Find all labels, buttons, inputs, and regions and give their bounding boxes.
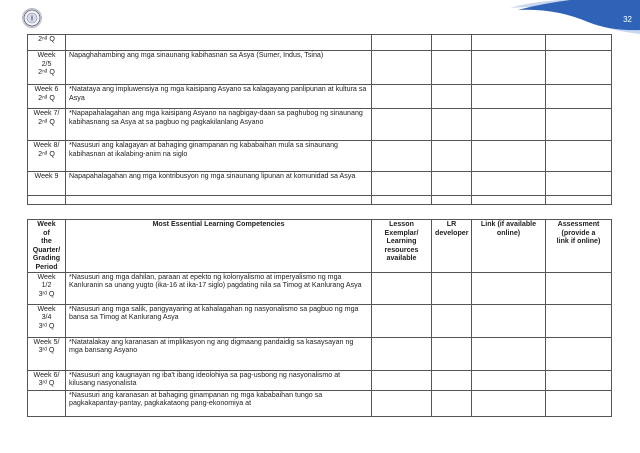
competency-cell [66,196,372,205]
week-label: 3/4 [41,313,52,322]
empty-cell [432,370,472,390]
empty-cell [546,109,612,141]
header-week-text: of [43,228,50,237]
week-label: 3ʳᵈ Q [38,289,55,298]
week-label: Week 8/ [33,141,60,149]
empty-cell [472,141,546,172]
week-label: Week [37,51,56,59]
competency-cell: Napapahalagahan ang mga kontribusyon ng mga sinaunang lipunan at komunidad sa Asya [66,172,372,196]
table-row [28,172,612,196]
empty-cell [546,196,612,205]
table-header-row [28,220,612,273]
week-cell [28,35,66,51]
header-exemplar-text: Lesson Exemplar/ [384,220,419,237]
empty-cell [546,172,612,196]
competencies-table-third-quarter [27,219,612,417]
table-row [28,109,612,141]
week-label: 2ⁿᵈ Q [38,117,55,126]
empty-cell [472,109,546,141]
week-label: Week 6/ [33,370,60,379]
corner-banner [510,0,640,34]
competency-cell: *Nasusuri ang mga salik, pangyayaring at kahalagahan ng nasyonalismo sa pagbuo ng mga bansa sa Timog at Kanlurang Asya [66,304,372,337]
competency-cell [66,35,372,51]
header-week-text: Period [35,262,58,271]
competency-cell: Napaghahambing ang mga sinaunang kabihasnan sa Asya (Sumer, Indus, Tsina) [66,51,372,85]
competency-cell: *Napapahalagahan ang mga kaisipang Asyano na nagbigay-daan sa paghubog ng sinaunang kabihasnang sa Asya at sa pagbuo ng pagkakilanlang Asyano [66,109,372,141]
header-lr-text: developer [435,228,469,237]
header-exemplar [372,220,432,273]
empty-cell [432,337,472,370]
competency-cell: *Nasusuri ang kaugnayan ng iba't ibang ideolohiya sa pag-usbong ng nasyonalismo at kilusang nasyonalista [66,370,372,390]
week-cell [28,85,66,109]
empty-cell [372,141,432,172]
empty-cell [546,35,612,51]
empty-cell [472,35,546,51]
table-row [28,272,612,304]
week-cell [28,370,66,390]
header-assessment-text: (provide a [561,228,596,237]
empty-cell [546,51,612,85]
header-link [472,220,546,273]
empty-cell [372,109,432,141]
table-row [28,196,612,205]
header-competency: Most Essential Learning Competencies [66,220,372,273]
empty-cell [372,51,432,85]
empty-cell [432,272,472,304]
empty-cell [432,35,472,51]
empty-cell [432,390,472,416]
week-label: Week [37,272,56,281]
empty-cell [546,272,612,304]
empty-cell [372,172,432,196]
page-number: 32 [623,15,632,24]
empty-cell [472,304,546,337]
empty-cell [372,85,432,109]
empty-cell [372,370,432,390]
week-label: 2ⁿᵈ Q [38,93,55,102]
competency-cell: *Nasusuri ang karanasan at bahaging ginampanan ng mga kababaihan tungo sa pagkakapantay-pantay, pagkakataong pang-ekonomiya at [66,390,372,416]
week-label: 3ʳᵈ Q [38,379,55,388]
week-label: 3ʳᵈ Q [38,346,55,355]
empty-cell [472,196,546,205]
header-assessment-text: link if online) [556,237,601,246]
seal-emblem-icon [23,9,41,27]
week-label: Week 7/ [33,109,60,117]
empty-cell [472,370,546,390]
empty-cell [472,85,546,109]
header-week [28,220,66,273]
week-label: 2ⁿᵈ Q [38,68,55,77]
empty-cell [546,141,612,172]
empty-cell [472,337,546,370]
week-label: 1/2 [41,281,52,290]
empty-cell [472,390,546,416]
deped-seal-logo [22,8,42,28]
empty-cell [432,109,472,141]
table-row [28,51,612,85]
empty-cell [432,172,472,196]
empty-cell [372,35,432,51]
empty-cell [546,85,612,109]
empty-cell [546,370,612,390]
header-exemplar-text: Learning [386,237,417,246]
competency-cell: *Nasusuri ang kalagayan at bahaging ginampanan ng kababaihan mula sa sinaunang kabihasnan at ikalabing-anim na siglo [66,141,372,172]
week-label: 2ⁿᵈ Q [38,35,55,43]
table-row [28,35,612,51]
week-cell [28,337,66,370]
empty-cell [546,304,612,337]
empty-cell [432,85,472,109]
empty-cell [432,141,472,172]
header-week-text: Grading [32,254,61,263]
week-label: 2/5 [41,59,52,68]
week-label: Week [37,304,56,313]
header-assessment-text: Assessment [557,220,600,228]
empty-cell [372,390,432,416]
header-week-text: Week [37,220,56,228]
empty-cell [546,337,612,370]
week-cell [28,51,66,85]
empty-cell [472,51,546,85]
week-label: Week 6 [34,85,59,93]
empty-cell [432,51,472,85]
empty-cell [372,272,432,304]
empty-cell [472,272,546,304]
header-link-text: Link (if available [480,220,537,228]
header-assessment [546,220,612,273]
week-cell [28,390,66,416]
empty-cell [432,304,472,337]
competency-cell: *Nasusuri ang mga dahilan, paraan at epekto ng kolonyalismo at imperyalismo ng mga Kanluranin sa unang yugto (ika-16 at ika-17 siglo) pagdating nila sa Timog at Kanlurang Asya [66,272,372,304]
table-row [28,390,612,416]
table-row [28,141,612,172]
empty-cell [546,390,612,416]
table-row [28,370,612,390]
empty-cell [472,172,546,196]
header-lr-developer [432,220,472,273]
header-week-text: the [41,237,52,246]
week-cell [28,172,66,196]
week-label: Week 9 [34,172,59,180]
week-cell [28,196,66,205]
week-label: 2ⁿᵈ Q [38,149,55,158]
week-label: Week 5/ [33,337,60,346]
week-cell [28,141,66,172]
competency-cell: *Natataya ang impluwensiya ng mga kaisipang Asyano sa kalagayang panlipunan at kultura sa Asya [66,85,372,109]
table-row [28,304,612,337]
header-week-text: Quarter/ [32,245,61,254]
competency-cell: *Natatalakay ang karanasan at implikasyon ng ang digmaang pandaidig sa kasaysayan ng mga bansang Asyano [66,337,372,370]
week-cell [28,304,66,337]
header-link-text: online) [496,228,521,237]
table-row [28,337,612,370]
week-label: 3ʳᵈ Q [38,321,55,330]
competencies-table-continued [27,34,612,205]
week-cell [28,272,66,304]
empty-cell [432,196,472,205]
header-exemplar-text: available [386,254,417,263]
table-row [28,85,612,109]
empty-cell [372,304,432,337]
empty-cell [372,337,432,370]
header-exemplar-text: resources [384,245,419,254]
header-lr-text: LR [446,220,457,228]
week-cell [28,109,66,141]
empty-cell [372,196,432,205]
